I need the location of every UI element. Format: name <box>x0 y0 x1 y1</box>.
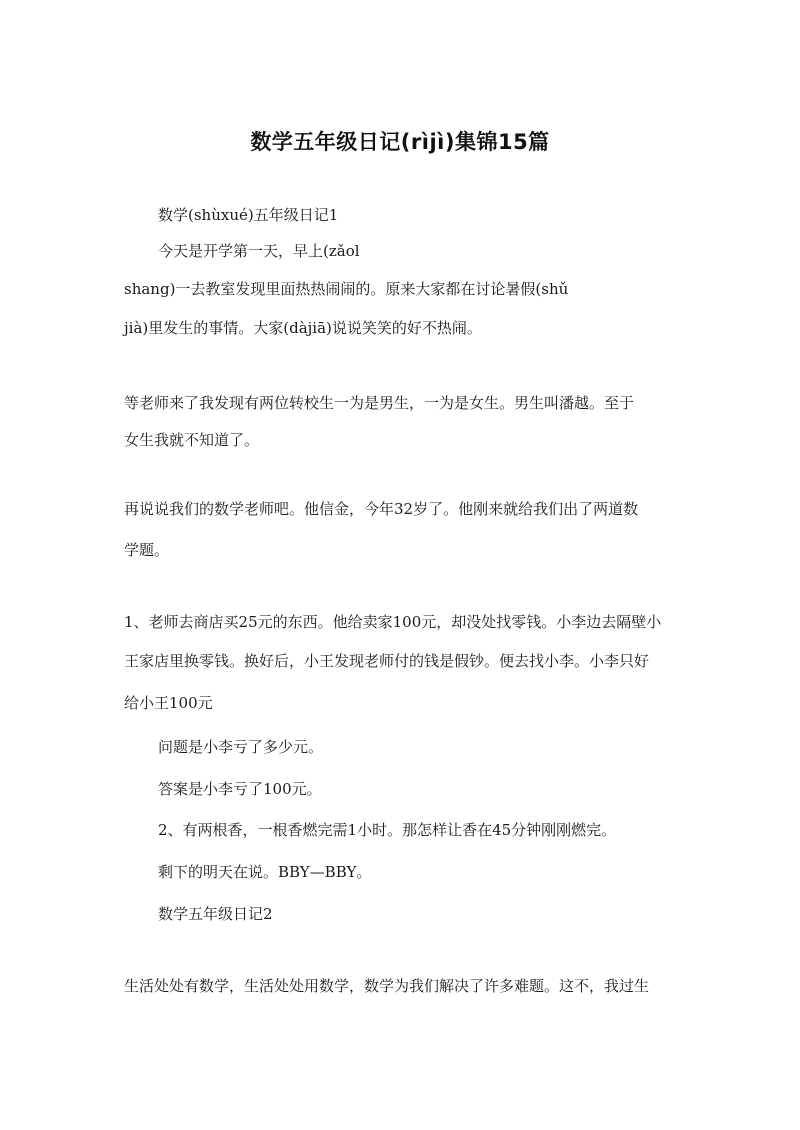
paragraph-line: 剩下的明天在说。BBY—BBY。 <box>158 863 372 881</box>
paragraph-line: 生活处处有数学，生活处处用数学，数学为我们解决了许多难题。这不，我过生 <box>124 977 650 995</box>
paragraph-line: shang)一去教室发现里面热热闹闹的。原来大家都在讨论暑假(shǔ <box>124 280 569 298</box>
paragraph-line: 今天是开学第一天，早上(zǎol <box>158 242 360 260</box>
diary-heading-2: 数学五年级日记2 <box>158 905 273 923</box>
paragraph-line: 王家店里换零钱。换好后，小王发现老师付的钱是假钞。便去找小李。小李只好 <box>124 652 650 670</box>
document-title: 数学五年级日记(rìjì)集锦15篇 <box>250 130 550 154</box>
paragraph-line: 问题是小李亏了多少元。 <box>158 738 324 756</box>
paragraph-line: 答案是小李亏了100元。 <box>158 780 322 798</box>
paragraph-line: 等老师来了我发现有两位转校生一为是男生，一为是女生。男生叫潘越。至于 <box>124 394 635 412</box>
paragraph-line: 2、有两根香，一根香燃完需1小时。那怎样让香在45分钟刚刚燃完。 <box>158 821 617 839</box>
diary-heading-1: 数学(shùxué)五年级日记1 <box>158 206 339 224</box>
paragraph-line: jià)里发生的事情。大家(dàjiā)说说笑笑的好不热闹。 <box>124 319 482 337</box>
paragraph-line: 再说说我们的数学老师吧。他信金，今年32岁了。他刚来就给我们出了两道数 <box>124 500 639 518</box>
paragraph-line: 1、老师去商店买25元的东西。他给卖家100元，却没处找零钱。小李边去隔壁小 <box>124 613 662 631</box>
paragraph-line: 学题。 <box>124 541 170 559</box>
paragraph-line: 给小王100元 <box>124 694 213 712</box>
paragraph-line: 女生我就不知道了。 <box>124 431 260 449</box>
